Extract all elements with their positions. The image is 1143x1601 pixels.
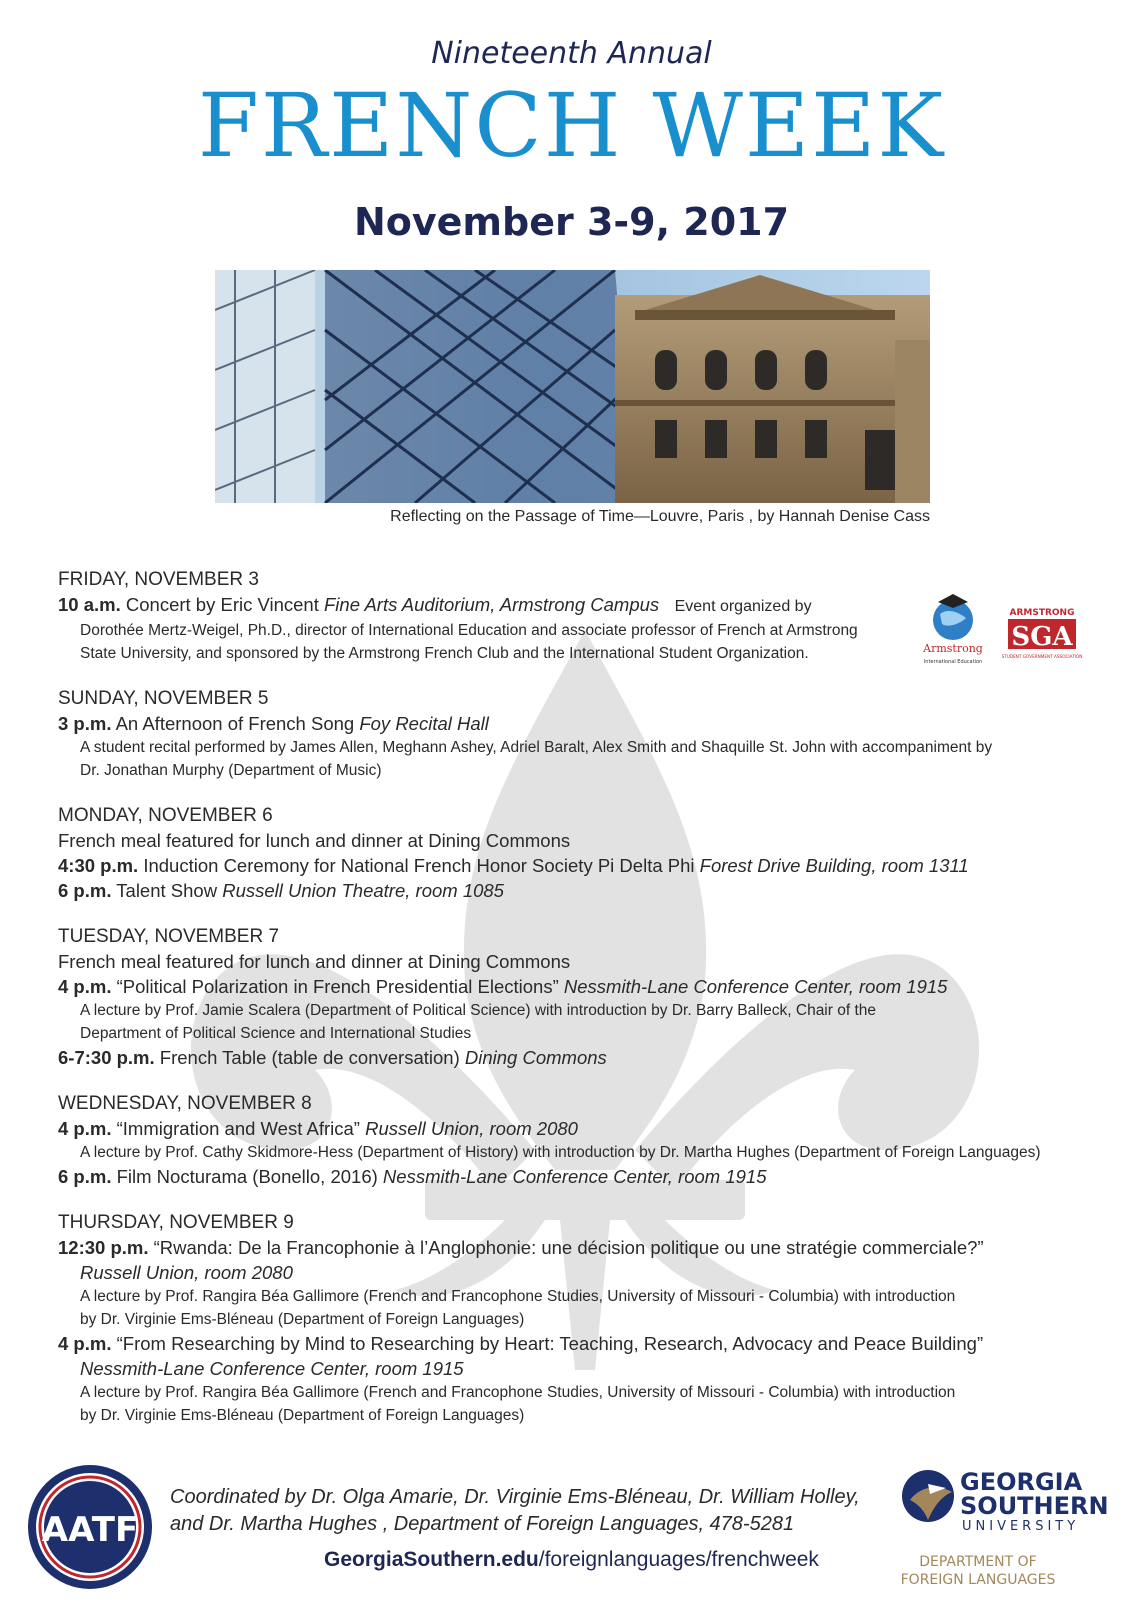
day-title: WEDNESDAY, NOVEMBER 8 (58, 1093, 312, 1114)
day-title: FRIDAY, NOVEMBER 3 (58, 569, 259, 590)
event-time: 6 p.m. (58, 1166, 112, 1187)
sga-logo-top: ARMSTRONG (1009, 608, 1075, 618)
website-path: /foreignlanguages/frenchweek (538, 1548, 819, 1571)
event-time: 4 p.m. (58, 1333, 112, 1354)
event-line (58, 853, 1108, 878)
armstrong-logo-subtext: International Education (923, 659, 983, 665)
event-place-line (58, 1260, 1108, 1285)
event-organizer-intro: Event organized by (674, 598, 812, 615)
sga-logo-mark: SGA (1011, 622, 1073, 652)
photo-caption: Reflecting on the Passage of Time—Louvre, Paris , by Hannah Denise Cass (390, 508, 930, 525)
event-place: Forest Drive Building, room 1311 (699, 855, 969, 876)
event-text: An Afternoon of French Song (115, 713, 355, 734)
event-text: Induction Ceremony for National French Honor Society Pi Delta Phi (143, 855, 695, 876)
event-text: Talent Show (116, 880, 218, 901)
day-title: SUNDAY, NOVEMBER 5 (58, 688, 269, 709)
event-line (58, 1164, 1108, 1189)
day-title: THURSDAY, NOVEMBER 9 (58, 1212, 294, 1233)
event-place-line (58, 1356, 1108, 1381)
louvre-photo (215, 270, 930, 503)
armstrong-logo-text: Armstrong (923, 642, 983, 655)
event-line (58, 1235, 1108, 1260)
gsu-dept-line2: FOREIGN LANGUAGES (900, 1572, 1056, 1588)
meal-note: French meal featured for lunch and dinner at Dining Commons (58, 830, 571, 851)
event-time: 4 p.m. (58, 1118, 112, 1139)
coordinators-line: Coordinated by Dr. Olga Amarie, Dr. Virginie Ems-Bléneau, Dr. William Holley, (170, 1486, 860, 1508)
event-place: Russell Union, room 2080 (80, 1262, 293, 1283)
gsu-line3: UNIVERSITY (962, 1519, 1080, 1534)
coordinators-line: and Dr. Martha Hughes , Department of Foreign Languages, 478-5281 (170, 1513, 795, 1535)
event-time: 10 a.m. (58, 594, 121, 615)
event-time: 4:30 p.m. (58, 855, 139, 876)
event-place: Fine Arts Auditorium, Armstrong Campus (324, 594, 660, 615)
event-description: by Dr. Virginie Ems-Bléneau (Department of Foreign Languages) (80, 1407, 525, 1424)
event-description: Dorothée Mertz-Weigel, Ph.D., director of International Education and associate professor of French at Armstrong (80, 622, 858, 639)
event-description: A student recital performed by James Allen, Meghann Ashey, Adriel Baralt, Alex Smith and Shaquille St. John with accompaniment by (80, 739, 993, 756)
event-description: A lecture by Prof. Cathy Skidmore-Hess (Department of History) with introduction by Dr. Martha Hughes (Department of Foreign Languages) (80, 1144, 1041, 1161)
gsu-line2: SOUTHERN (960, 1492, 1109, 1520)
website-domain: GeorgiaSouthern.edu (324, 1548, 539, 1571)
event-text: “From Researching by Mind to Researching by Heart: Teaching, Research, Advocacy and Peace Building” (116, 1333, 984, 1354)
coordinators-note (170, 1484, 860, 1538)
event-description: A lecture by Prof. Jamie Scalera (Department of Political Science) with introduction by Dr. Barry Balleck, Chair of the (80, 1002, 877, 1019)
event-dates: November 3-9, 2017 (353, 200, 790, 244)
event-title: FRENCH WEEK (197, 74, 946, 177)
event-place: Dining Commons (464, 1047, 607, 1068)
event-text: “Political Polarization in French Presidential Elections” (116, 976, 559, 997)
day-tuesday (58, 925, 1108, 1070)
event-place: Nessmith-Lane Conference Center, room 1915 (382, 1166, 767, 1187)
event-text: Film Nocturama (Bonello, 2016) (116, 1166, 378, 1187)
event-place: Foy Recital Hall (359, 713, 489, 734)
event-line (58, 878, 1108, 903)
event-description: Dr. Jonathan Murphy (Department of Music) (80, 762, 382, 779)
event-time: 6 p.m. (58, 880, 112, 901)
meal-note: French meal featured for lunch and dinner at Dining Commons (58, 951, 571, 972)
event-line (58, 711, 1108, 736)
day-title: TUESDAY, NOVEMBER 7 (58, 926, 280, 947)
event-time: 4 p.m. (58, 976, 112, 997)
event-subtitle: Nineteenth Annual (431, 36, 712, 71)
event-description: State University, and sponsored by the Armstrong French Club and the International Student Organization. (80, 645, 809, 662)
day-monday (58, 804, 1108, 903)
gsu-dept-line1: DEPARTMENT OF (919, 1554, 1037, 1570)
day-wednesday (58, 1092, 1108, 1189)
event-line (58, 1116, 1108, 1141)
event-time: 3 p.m. (58, 713, 112, 734)
aatf-logo (25, 1462, 155, 1592)
event-time: 12:30 p.m. (58, 1237, 149, 1258)
event-line (58, 1045, 1108, 1070)
event-text: French Table (table de conversation) (159, 1047, 460, 1068)
event-description: Department of Political Science and International Studies (80, 1025, 472, 1042)
sga-logo-sub: STUDENT GOVERNMENT ASSOCIATION (1002, 654, 1082, 659)
event-line (58, 1331, 1108, 1356)
event-line (58, 974, 1108, 999)
event-text: “Immigration and West Africa” (116, 1118, 360, 1139)
event-time: 6-7:30 p.m. (58, 1047, 155, 1068)
event-text: Concert by Eric Vincent (125, 594, 319, 615)
event-schedule (58, 568, 1108, 1449)
gsu-line1: GEORGIA (960, 1468, 1083, 1496)
day-friday (58, 568, 1108, 665)
day-thursday (58, 1211, 1108, 1427)
event-place: Nessmith-Lane Conference Center, room 1915 (80, 1358, 464, 1379)
day-title: MONDAY, NOVEMBER 6 (58, 805, 273, 826)
event-place: Russell Union, room 2080 (365, 1118, 578, 1139)
event-description: A lecture by Prof. Rangira Béa Gallimore (French and Francophone Studies, University of Missouri - Columbia) with introduction (80, 1384, 956, 1401)
event-description: A lecture by Prof. Rangira Béa Gallimore (French and Francophone Studies, University of Missouri - Columbia) with introduction (80, 1288, 956, 1305)
day-sunday (58, 687, 1108, 782)
aatf-logo-text: AATF (41, 1510, 139, 1550)
event-place: Nessmith-Lane Conference Center, room 1915 (563, 976, 948, 997)
event-line (58, 592, 1108, 619)
event-place: Russell Union Theatre, room 1085 (222, 880, 504, 901)
event-text: “Rwanda: De la Francophonie à l’Anglophonie: une décision politique ou une stratégie commerciale?” (153, 1237, 984, 1258)
event-description: by Dr. Virginie Ems-Bléneau (Department of Foreign Languages) (80, 1311, 525, 1328)
georgia-southern-logo (898, 1466, 1128, 1596)
